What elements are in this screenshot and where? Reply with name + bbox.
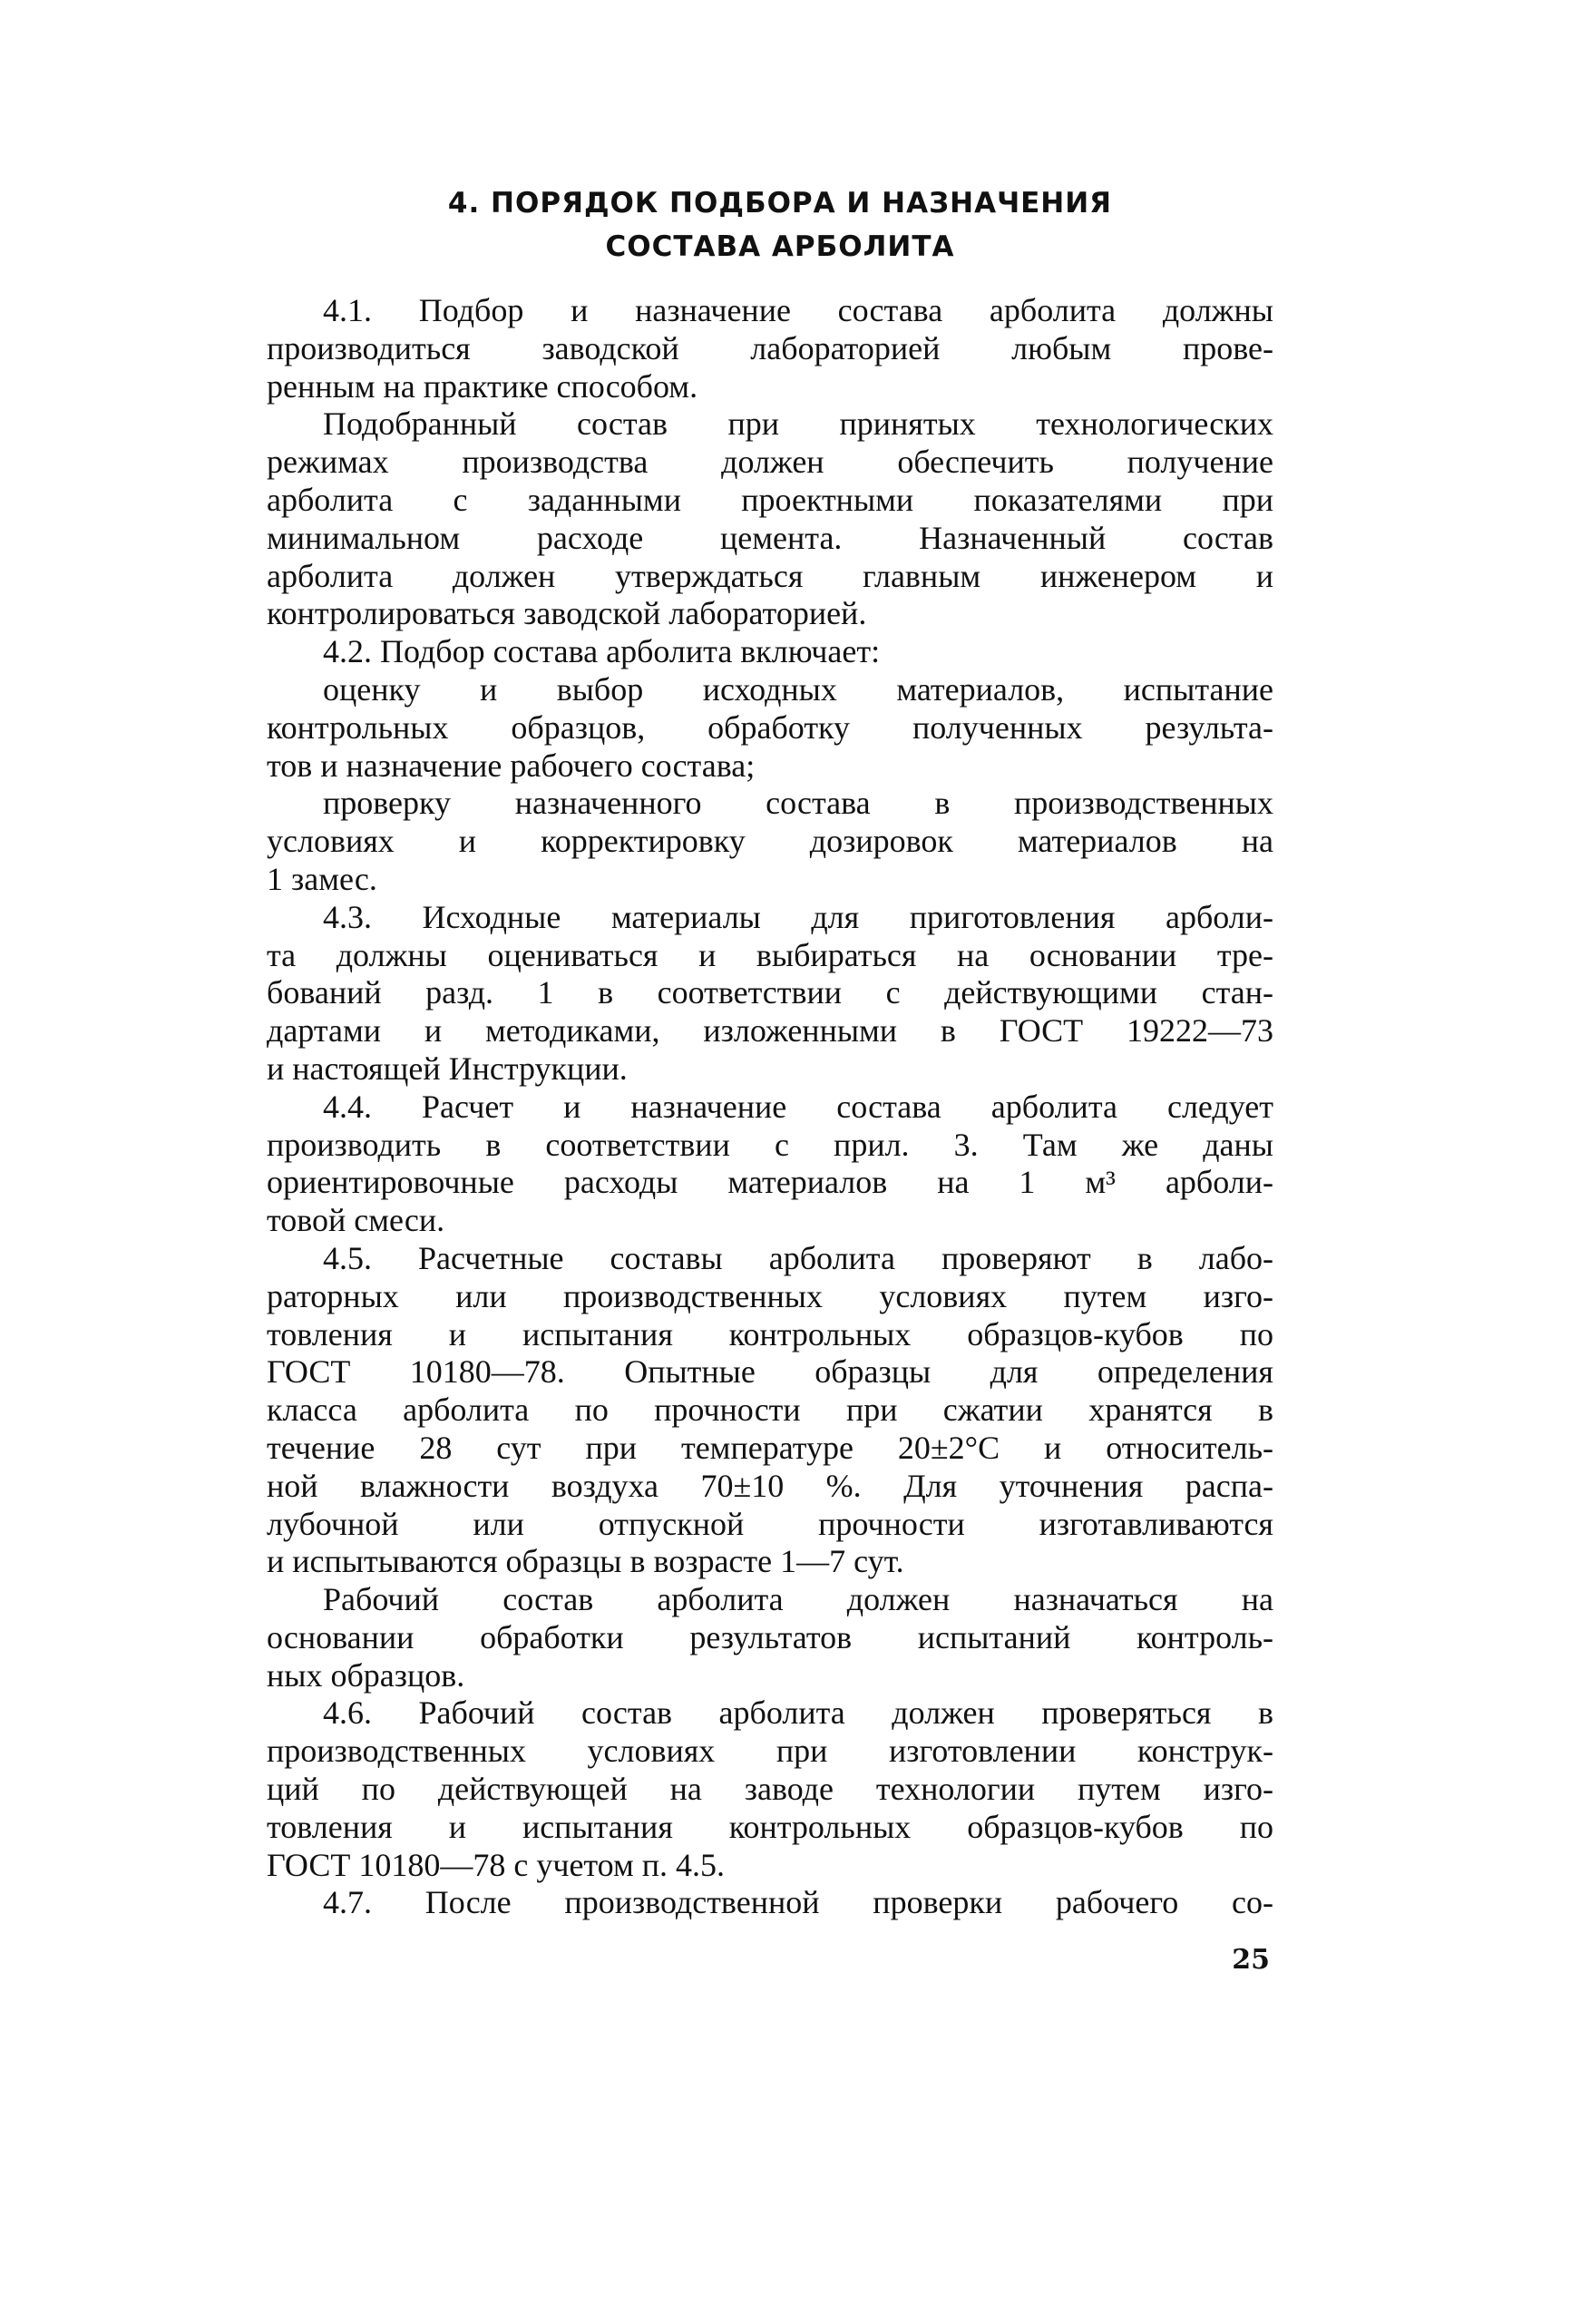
- section-heading-line-1: 4. ПОРЯДОК ПОДБОРА И НАЗНАЧЕНИЯ: [447, 187, 1113, 220]
- text-line: 4.7. После производственной проверки рабочего со-: [323, 1884, 1273, 1921]
- text-line: 4.2. Подбор состава арболита включает:: [323, 633, 881, 670]
- text-line: Рабочий состав арболита должен назначаться на: [323, 1581, 1273, 1618]
- text-line: 4.6. Рабочий состав арболита должен проверяться в: [323, 1694, 1273, 1732]
- paragraph-4-1: [267, 292, 1273, 405]
- text-line: ной влажности воздуха 70±10 %. Для уточнения распа-: [267, 1467, 1273, 1504]
- paragraph-4-5-continued: [267, 1581, 1273, 1694]
- text-line: контролироваться заводской лабораторией.: [267, 595, 867, 632]
- text-line: 4.4. Расчет и назначение состава арболита следует: [323, 1088, 1273, 1125]
- text-line: производиться заводской лабораторией любым прове-: [267, 329, 1273, 366]
- text-line: ГОСТ 10180—78 с учетом п. 4.5.: [267, 1846, 726, 1883]
- paragraph-4-2-item-2: [267, 785, 1273, 898]
- text-line: 1 замес.: [267, 860, 377, 897]
- text-line: бований разд. 1 в соответствии с действующими стан-: [267, 974, 1273, 1011]
- text-line: ГОСТ 10180—78. Опытные образцы для определения: [267, 1353, 1273, 1391]
- text-line: дартами и методиками, изложенными в ГОСТ 19222—73: [267, 1012, 1273, 1050]
- text-line: Подобранный состав при принятых технологических: [323, 405, 1273, 443]
- text-line: раторных или производственных условиях путем изго-: [267, 1277, 1273, 1314]
- text-line: проверку назначенного состава в производственных: [323, 785, 1273, 822]
- text-line: течение 28 сут при температуре 20±2°С и относитель-: [267, 1429, 1273, 1466]
- text-line: оценку и выбор исходных материалов, испытание: [323, 670, 1273, 708]
- body-text: [267, 292, 1273, 1922]
- text-line: контрольных образцов, обработку полученных результа-: [267, 708, 1273, 746]
- text-line: арболита с заданными проектными показателями при: [267, 481, 1273, 518]
- paragraph-4-4: [267, 1089, 1273, 1240]
- paragraph-4-5: [267, 1240, 1273, 1581]
- text-line: основании обработки результатов испытаний контроль-: [267, 1618, 1273, 1655]
- section-heading: [272, 181, 1288, 269]
- text-line: ных образцов.: [267, 1656, 465, 1694]
- paragraph-4-3: [267, 899, 1273, 1089]
- text-line: та должны оцениваться и выбираться на основании тре-: [267, 936, 1273, 973]
- paragraph-4-2: [267, 633, 1273, 671]
- text-line: минимальном расходе цемента. Назначенный состав: [267, 519, 1273, 556]
- text-line: тов и назначение рабочего состава;: [267, 747, 756, 784]
- text-line: арболита должен утверждаться главным инженером и: [267, 557, 1273, 594]
- text-line: 4.1. Подбор и назначение состава арболита должны: [323, 292, 1273, 328]
- text-line: товления и испытания контрольных образцов-кубов по: [267, 1808, 1273, 1845]
- text-line: и настоящей Инструкции.: [267, 1050, 628, 1087]
- text-line: ций по действующей на заводе технологии путем изго-: [267, 1771, 1273, 1808]
- text-line: 4.5. Расчетные составы арболита проверяют в лабо-: [323, 1239, 1273, 1276]
- text-line: ориентировочные расходы материалов на 1 м³ арболи-: [267, 1164, 1273, 1201]
- text-line: товления и испытания контрольных образцов-кубов по: [267, 1315, 1273, 1352]
- text-line: ренным на практике способом.: [267, 367, 698, 405]
- text-line: класса арболита по прочности при сжатии хранятся в: [267, 1391, 1273, 1429]
- text-line: условиях и корректировку дозировок материалов на: [267, 823, 1273, 860]
- text-line: режимах производства должен обеспечить получение: [267, 444, 1273, 481]
- text-line: производственных условиях при изготовлении конструк-: [267, 1733, 1273, 1770]
- text-line: 4.3. Исходные материалы для приготовления арболи-: [323, 898, 1273, 935]
- text-line: лубочной или отпускной прочности изготавливаются: [267, 1505, 1273, 1542]
- text-line: товой смеси.: [267, 1202, 445, 1239]
- paragraph-4-7: [267, 1884, 1273, 1922]
- section-heading-line-2: СОСТАВА АРБОЛИТА: [605, 230, 955, 263]
- paragraph-4-6: [267, 1694, 1273, 1884]
- text-line: производить в соответствии с прил. 3. Там же даны: [267, 1126, 1273, 1163]
- paragraph-4-1-continued: [267, 405, 1273, 633]
- text-line: и испытываются образцы в возрасте 1—7 сут.: [267, 1543, 904, 1580]
- paragraph-4-2-item-1: [267, 671, 1273, 785]
- page-number: 25: [1232, 1944, 1270, 1976]
